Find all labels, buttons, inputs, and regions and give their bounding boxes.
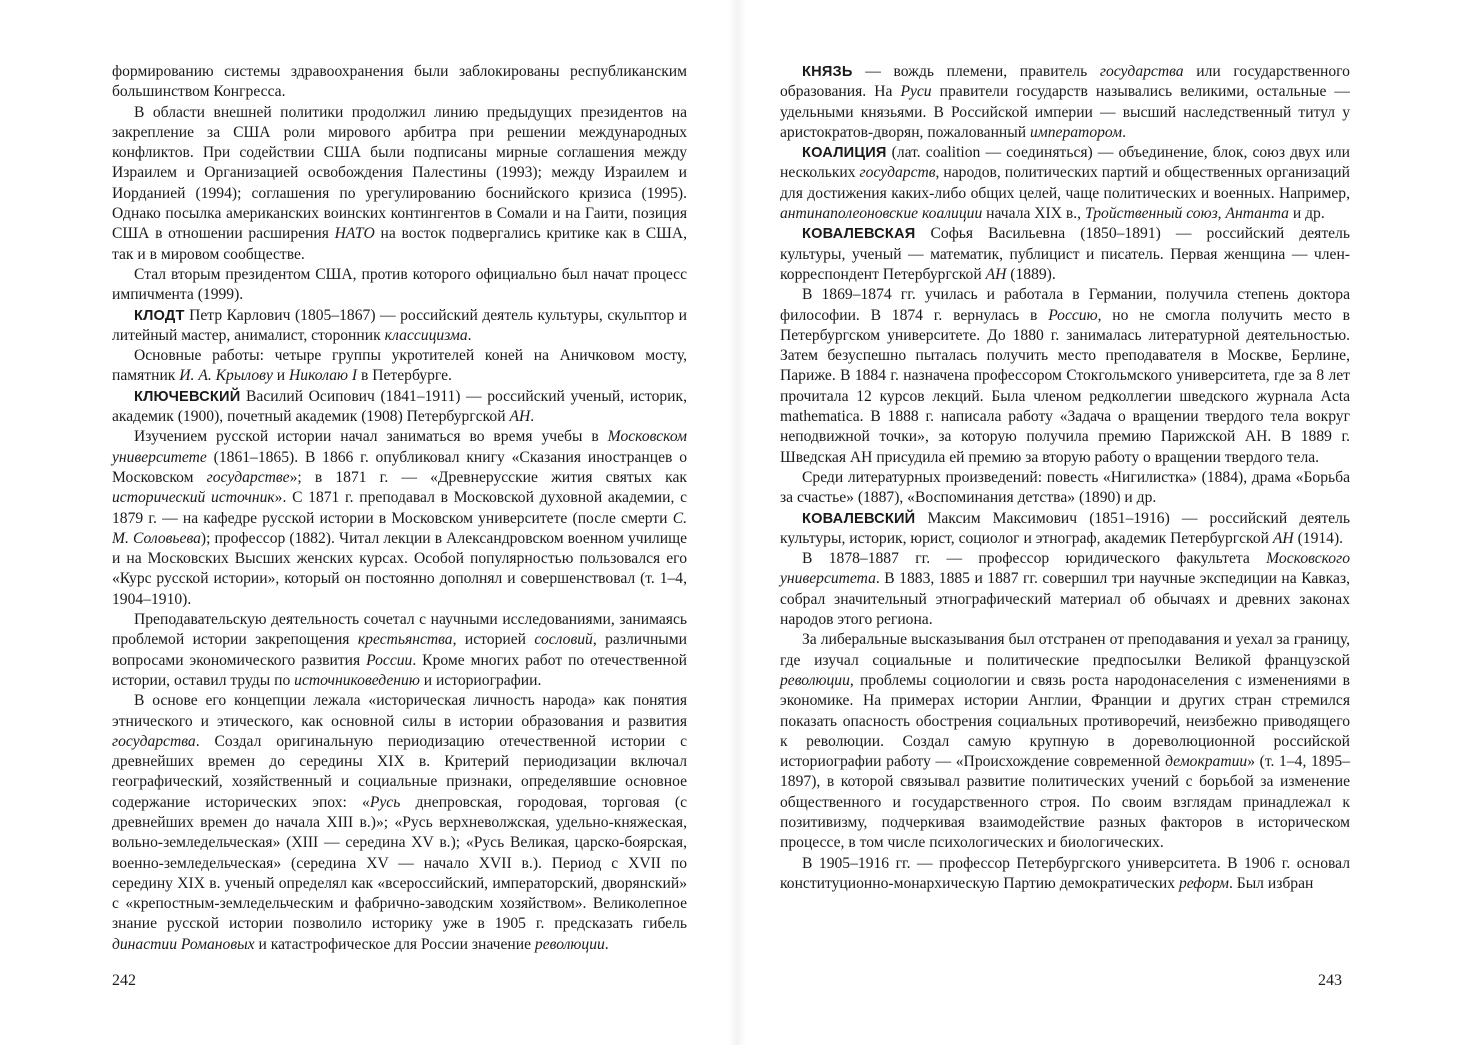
italic-term: С. М. Соловьева xyxy=(112,509,687,547)
text-run: ». С 1871 г. преподавал в Московской духовной академии, с 1879 г. — на кафедре русской истории в Московском университете (после смерти xyxy=(112,489,687,527)
text-run: В 1878–1887 гг. — профессор юридического факультета xyxy=(802,550,1267,568)
text-run: . xyxy=(467,326,472,344)
italic-term: революции xyxy=(534,935,605,953)
text-run: » (т. 1–4, 1895–1897), в которой связывал развитие политических учений с борьбой за изменение общественного и государственного строя. По своим взглядам принадлежал к позитивизму, подчеркивая взаимодействие разных факторов в историческом процессе, в том числе психологических и биологических. xyxy=(780,753,1350,852)
italic-term: Московском университете xyxy=(112,428,687,466)
text-run: В основе его концепции лежала «историческая личность народа» как понятия этнического и этического, как основной силы в истории образования и развития xyxy=(112,692,687,730)
italic-term: государств xyxy=(859,164,936,182)
italic-term: Николаю I xyxy=(289,367,358,385)
text-run: в Петербурге. xyxy=(357,367,452,385)
text-run: Василий Осипович (1841–1911) — российский ученый, историк, академик (1900), почетный академик (1908) Петербургской xyxy=(112,387,687,426)
text-run: »; в 1871 г. — «Древнерусские жития святых как xyxy=(289,468,687,486)
text-run: Основные работы: четыре группы укротителей коней на Аничковом мосту, памятник xyxy=(112,347,687,385)
left-page-text xyxy=(112,62,687,955)
entry-headword: КОВАЛЕВСКАЯ xyxy=(802,226,916,243)
dictionary-entry xyxy=(780,509,1350,550)
text-run: Софья Васильевна (1850–1891) — российский деятель культуры, ученый — математик, публицист и писатель. Первая женщина — член-корреспондент Петербургской xyxy=(780,225,1350,283)
paragraph xyxy=(112,610,687,691)
italic-term: АН xyxy=(985,265,1007,283)
entry-headword: КОАЛИЦИЯ xyxy=(802,145,887,162)
text-run: на восток подвергались критике как в США, так и в мировом сообществе. xyxy=(112,225,687,263)
text-run: (1914). xyxy=(1293,529,1344,547)
italic-term: государстве xyxy=(206,468,290,486)
text-run: Петр Карлович (1805–1867) — российский деятель культуры, скульптор и литейный мастер, анималист, сторонник xyxy=(112,306,687,344)
italic-term: императором xyxy=(1030,123,1123,141)
text-run: и катастрофическое для России значение xyxy=(254,935,535,953)
text-run: , историей xyxy=(452,631,535,649)
text-run: Преподавательскую деятельность сочетал с научными исследованиями, занимаясь проблемой истории закрепощения xyxy=(112,611,687,649)
paragraph xyxy=(780,468,1350,509)
dictionary-entry xyxy=(112,306,687,347)
dictionary-entry xyxy=(780,62,1350,143)
italic-term: антинаполеоновские коалиции xyxy=(780,205,983,223)
text-run: , различными вопросами экономического развития xyxy=(112,631,687,669)
text-run: правители государств назывались великими, остальные — удельными князьями. В Российской империи — высший наследственный титул у аристократов-дворян, пожалованный xyxy=(780,83,1351,141)
paragraph xyxy=(112,691,687,955)
paragraph xyxy=(112,427,687,610)
left-page-number: 242 xyxy=(112,972,136,989)
paragraph xyxy=(780,285,1350,468)
italic-term: Русь xyxy=(369,793,401,811)
paragraph xyxy=(112,346,687,387)
italic-term: Тройственный союз xyxy=(1084,205,1218,223)
entry-headword: КЛОДТ xyxy=(134,307,185,324)
text-run: В 1905–1916 гг. — профессор Петербургского университета. В 1906 г. основал конституционно-монархическую Партию демократических xyxy=(780,854,1350,892)
italic-term: исторический источник xyxy=(112,489,275,507)
text-run: . В 1883, 1885 и 1887 гг. совершил три научные экспедиции на Кавказ, собрал значительный этнографический материал об обычаях и древних законах народов этого региона. xyxy=(780,570,1350,629)
italic-term: Россию xyxy=(1048,306,1098,324)
entry-headword: КЛЮЧЕВСКИЙ xyxy=(134,388,241,405)
text-run: (1861–1865). В 1866 г. опубликовал книгу «Сказания иностранцев о Московском xyxy=(112,448,687,486)
text-run: . xyxy=(604,935,609,953)
text-run: , но не смогла получить место в Петербургском университете. До 1880 г. занималась литературной деятельностью. Затем безуспешно пыталась получить место преподавателя в Москве, Берлине, Париже. В 1884 г. назначена профессором Стокгольмского университета, где за 8 лет прочитала 12 курсов лекций. Была членом редколлегии шведского журнала Acta mathematica. В 1888 г. написала работу «Задача о вращении твердого тела вокруг неподвижной точки», за которую получила премию Парижской АН. В 1889 г. Шведская АН присудила ей премию за вторую работу о вращении твердого тела. xyxy=(780,306,1351,466)
entry-headword: КНЯЗЬ xyxy=(802,64,853,80)
italic-term: государства xyxy=(1099,63,1184,80)
text-run: и историографии. xyxy=(419,671,542,689)
italic-term: сословий xyxy=(534,631,593,649)
text-run: , народов, политических партий и общественных организаций для достижения каких-либо общих целей, чаще политических и военных. Например, xyxy=(780,164,1350,202)
text-run: . xyxy=(530,408,535,426)
italic-term: Руси xyxy=(900,83,932,101)
text-run: , проблемы социологии и связь роста народонаселения с изменениями в экономике. На примерах истории Англии, Франции и других стран стремился показать опасность обострения социальных противоречий, неизбежно приводящего к революции. Создал самую крупную в дореволюционной российской историографии работу — «Происхождение современной xyxy=(780,671,1350,771)
italic-term: АН xyxy=(1272,529,1294,547)
italic-term: крестьянства xyxy=(357,631,453,649)
text-run: . xyxy=(1122,123,1126,141)
text-run: формированию системы здравоохранения были заблокированы республиканским большинством Конгресса. xyxy=(112,63,687,101)
dictionary-entry xyxy=(780,224,1350,285)
paragraph xyxy=(112,62,687,103)
italic-term: государства xyxy=(112,732,196,750)
entry-headword: КОВАЛЕВСКИЙ xyxy=(802,510,916,527)
italic-term: реформ xyxy=(1178,874,1229,892)
italic-term: революции xyxy=(780,671,850,689)
paragraph xyxy=(780,549,1350,630)
paragraph xyxy=(112,265,687,306)
text-run: , xyxy=(1217,205,1226,223)
text-run: днепровская, городовая, торговая (с древнейших времен до начала XIII в.)»; «Русь верхневолжская, удельно-княжеская, вольно-земледельческая» (XIII — середина XV в.); «Русь Великая, царско-боярская, военно-земледельческая» (середина XV — начало XVII в.). Период с XVII по середину XIX в. ученый определял как «всероссийский, императорский, дворянский» с «крепостным-земледельческим и фабрично-заводским хозяйством». Великолепное знание русской истории позволило историку уже в 1905 г. предсказать гибель xyxy=(112,793,687,933)
text-run: В 1869–1874 гг. училась и работала в Германии, получила степень доктора философии. В 1874 г. вернулась в xyxy=(780,286,1350,324)
text-run: В области внешней политики продолжил линию предыдущих президентов на закрепление за США роли мирового арбитра при решении международных конфликтов. При содействии США были подписаны мирные соглашения между Израилем и Организацией освобождения Палестины (1993); между Израилем и Иорданией (1994); соглашения по урегулированию боснийского кризиса (1995). Однако посылка американских воинских контингентов в Сомали и на Гаити, позиция США в отношении расширения xyxy=(112,103,687,243)
text-run: Максим Максимович (1851–1916) — российский деятель культуры, историк, юрист, социолог и этнограф, академик Петербургской xyxy=(780,509,1350,547)
book-gutter xyxy=(728,0,746,1045)
text-run: (лат. coalition — соединяться) — объединение, блок, союз двух или нескольких xyxy=(780,144,1350,182)
italic-term: Антанта xyxy=(1225,205,1289,223)
italic-term: классицизма xyxy=(384,326,468,344)
right-page-text xyxy=(780,62,1350,894)
text-run: . Был избран xyxy=(1228,874,1314,892)
dictionary-entry xyxy=(780,143,1350,224)
paragraph xyxy=(112,103,687,265)
italic-term: Московского университета xyxy=(780,550,1350,588)
italic-term: источниковедению xyxy=(294,671,420,689)
dictionary-entry xyxy=(112,387,687,428)
italic-term: России xyxy=(366,651,413,669)
paragraph xyxy=(780,630,1350,853)
italic-term: НАТО xyxy=(334,225,375,243)
text-run: ); профессор (1882). Читал лекции в Александровском военном училище и на Московских Высших женских курсах. Особой популярностью пользовался его «Курс русской истории», который он постоянно дополнял и совершенствовал (т. 1–4, 1904–1910). xyxy=(112,529,687,608)
text-run: Изучением русской истории начал заниматься во время учебы в xyxy=(134,428,608,446)
text-run: За либеральные высказывания был отстранен от преподавания и уехал за границу, где изучал социальные и политические предпосылки Великой французской xyxy=(780,631,1350,669)
text-run: Среди литературных произведений: повесть «Нигилистка» (1884), драма «Борьба за счастье» (1887), «Воспоминания детства» (1890) и др. xyxy=(780,468,1350,507)
text-run: начала XIX в., xyxy=(982,205,1085,223)
paragraph xyxy=(780,854,1350,895)
italic-term: АН xyxy=(509,408,531,426)
text-run: (1889). xyxy=(1006,265,1056,283)
text-run: или государственного образования. На xyxy=(780,63,1350,101)
text-run: и xyxy=(272,367,290,385)
text-run: — вождь племени, правитель xyxy=(852,63,1100,80)
text-run: . Создал оригинальную периодизацию отечественной истории с древнейших времен до середины XIX в. Критерий периодизации включал географический, хозяйственный и социальные признаки, определявшие основное содержание исторических эпох: « xyxy=(112,732,687,811)
text-run: . Кроме многих работ по отечественной истории, оставил труды по xyxy=(112,651,687,689)
text-run: и др. xyxy=(1288,205,1325,223)
italic-term: демократии xyxy=(1165,753,1248,771)
right-page-number: 243 xyxy=(1318,972,1342,989)
italic-term: династии Романовых xyxy=(112,935,255,953)
text-run: Стал вторым президентом США, против которого официально был начат процесс импичмента (1999). xyxy=(112,265,687,304)
italic-term: И. А. Крылову xyxy=(179,367,273,385)
